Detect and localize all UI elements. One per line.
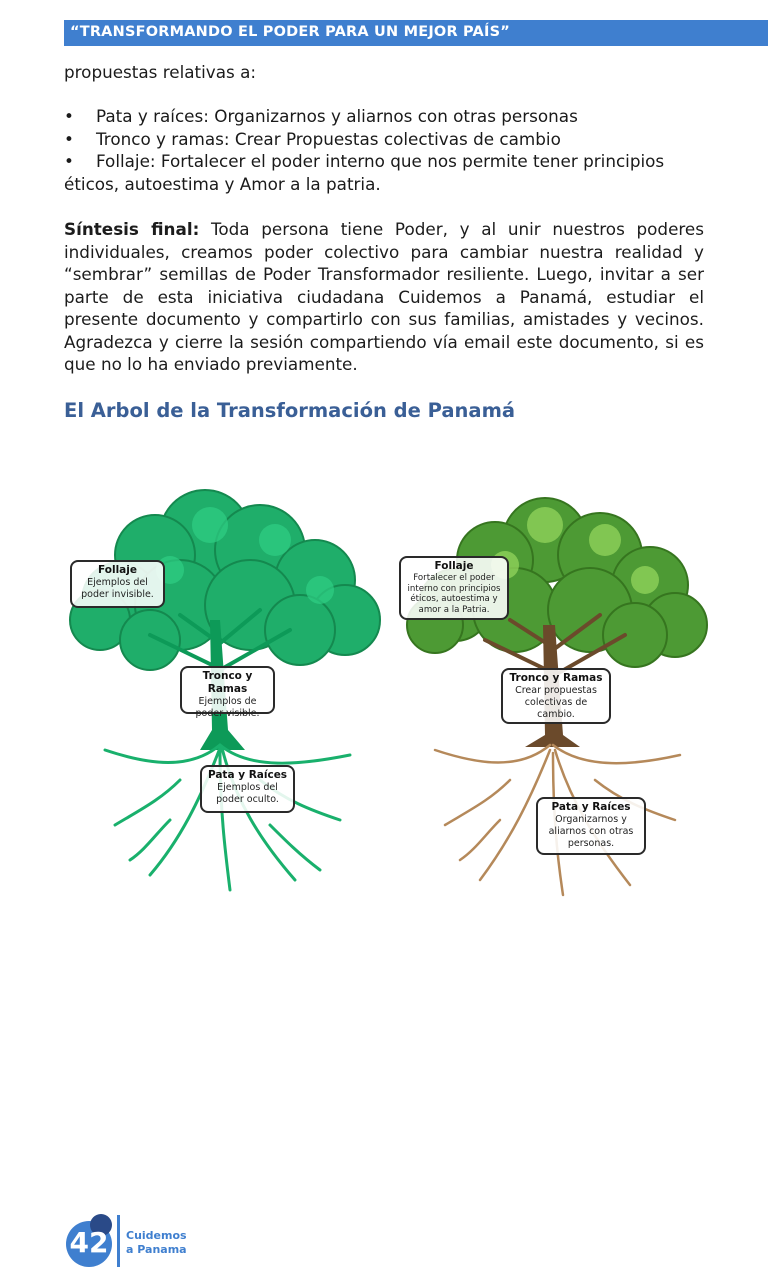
- section-title: El Arbol de la Transformación de Panamá: [64, 399, 516, 422]
- label-left-follaje: [70, 560, 165, 608]
- page-number: 42: [69, 1226, 109, 1259]
- bullet-text: Follaje: Fortalecer el poder interno que nos permite tener principios: [96, 151, 665, 171]
- synthesis-label: Síntesis final:: [64, 219, 200, 239]
- label-desc: Organizarnos y aliarnos con otras personas.: [548, 814, 634, 849]
- label-right-follaje: [399, 556, 509, 620]
- label-title: Pata y Raíces: [207, 769, 288, 781]
- footer-brand-line2: a Panama: [126, 1243, 187, 1256]
- footer-brand: [126, 1229, 187, 1257]
- intro-text: propuestas relativas a:: [64, 62, 257, 82]
- label-left-tronco: [180, 666, 275, 719]
- label-right-tronco: [501, 668, 611, 724]
- bullet-text: Tronco y ramas: Crear Propuestas colectivas de cambio: [96, 129, 561, 149]
- label-desc: Ejemplos del poder oculto.: [216, 782, 279, 805]
- label-desc: Fortalecer el poder interno con principios éticos, autoestima y amor a la Patria.: [407, 573, 501, 615]
- footer-divider: [117, 1215, 120, 1267]
- label-desc: Ejemplos de poder visible.: [195, 696, 260, 719]
- bullet-dot: •: [64, 106, 74, 126]
- label-title: Tronco y Ramas: [509, 672, 603, 684]
- bullet-dot: •: [64, 129, 74, 149]
- bullet-continuation: éticos, autoestima y Amor a la patria.: [64, 174, 381, 194]
- footer-brand-line1: Cuidemos: [126, 1229, 187, 1242]
- label-desc: Crear propuestas colectivas de cambio.: [515, 685, 597, 720]
- header-bar: [64, 20, 768, 46]
- label-left-pata: [200, 765, 295, 813]
- label-title: Pata y Raíces: [551, 801, 631, 813]
- label-right-pata: [536, 797, 646, 855]
- label-title: Follaje: [434, 560, 474, 572]
- bullet-item-tronco: [64, 128, 561, 151]
- synthesis-paragraph: [64, 218, 704, 376]
- bullet-text: Pata y raíces: Organizarnos y aliarnos con otras personas: [96, 106, 578, 126]
- label-title: Tronco y Ramas: [202, 670, 253, 695]
- label-desc: Ejemplos del poder invisible.: [81, 577, 154, 600]
- bullet-item-follaje: [64, 150, 664, 173]
- synthesis-text: Toda persona tiene Poder, y al unir nuestros poderes individuales, creamos poder colectivo para cambiar nuestra realidad y “sembrar” semillas de Poder Transformador resiliente. Luego, invitar a ser parte de esta iniciativa ciudadana Cuidemos a Panamá, estudiar el presente documento y compartirlo con sus familias, amistades y vecinos. Agradezca y cierre la sesión compartiendo vía email este documento, si es que no lo ha enviado previamente.: [64, 219, 704, 374]
- bullet-dot: •: [64, 151, 74, 171]
- label-title: Follaje: [98, 564, 137, 576]
- header-title: “TRANSFORMANDO EL PODER PARA UN MEJOR PAÍS”: [70, 24, 510, 40]
- bullet-item-pata: [64, 105, 578, 128]
